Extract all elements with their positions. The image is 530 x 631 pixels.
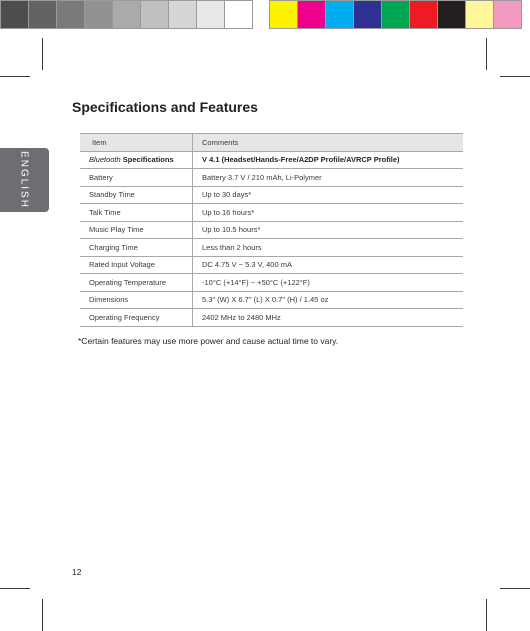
process-color-bar <box>269 0 521 31</box>
row-item: Operating Temperature <box>80 274 193 292</box>
gray-swatch <box>196 0 225 29</box>
table-row <box>80 274 463 292</box>
crop-mark <box>486 38 487 70</box>
grayscale-color-bar <box>0 0 252 31</box>
color-swatch <box>325 0 354 29</box>
crop-mark <box>500 76 530 77</box>
table-row <box>80 256 463 274</box>
table-header-row <box>80 134 463 152</box>
row-item: Charging Time <box>80 239 193 257</box>
row-item: Operating Frequency <box>80 309 193 327</box>
table-row <box>80 186 463 204</box>
crop-mark <box>0 588 30 589</box>
gray-swatch <box>224 0 253 29</box>
row-item: Standby Time <box>80 186 193 204</box>
row-comment: Up to 16 hours* <box>193 204 464 222</box>
bluetooth-word: Bluetooth <box>89 155 121 165</box>
color-swatch <box>409 0 438 29</box>
row-comment: DC 4.75 V ~ 5.3 V, 400 mA <box>193 256 464 274</box>
color-swatch <box>437 0 466 29</box>
color-swatch <box>381 0 410 29</box>
color-swatch <box>353 0 382 29</box>
table-row <box>80 169 463 187</box>
page-number: 12 <box>72 567 82 577</box>
row-item: Talk Time <box>80 204 193 222</box>
row-comment: Up to 30 days* <box>193 186 464 204</box>
row-comment: V 4.1 (Headset/Hands-Free/A2DP Profile/AVRCP Profile) <box>193 151 464 169</box>
gray-swatch <box>140 0 169 29</box>
row-item: Rated Input Voltage <box>80 256 193 274</box>
table-row <box>80 291 463 309</box>
bluetooth-spec-label: Specifications <box>120 155 174 165</box>
row-item: Battery <box>80 169 193 187</box>
gray-swatch <box>168 0 197 29</box>
gray-swatch <box>112 0 141 29</box>
specifications-table <box>80 133 463 327</box>
column-header-comments: Comments <box>193 134 464 152</box>
color-swatch <box>465 0 494 29</box>
page-title: Specifications and Features <box>72 99 258 115</box>
row-comment: Less than 2 hours <box>193 239 464 257</box>
row-comment: 2402 MHz to 2480 MHz <box>193 309 464 327</box>
crop-mark <box>42 599 43 631</box>
crop-mark <box>486 599 487 631</box>
column-header-item: Item <box>80 134 193 152</box>
table-row <box>80 151 463 169</box>
table-row <box>80 239 463 257</box>
row-item <box>80 151 193 169</box>
row-comment: 5.3" (W) X 6.7" (L) X 0.7" (H) / 1.45 oz <box>193 291 464 309</box>
row-comment: Battery 3.7 V / 210 mAh, Li-Polymer <box>193 169 464 187</box>
gray-swatch <box>56 0 85 29</box>
gray-swatch <box>28 0 57 29</box>
table-row <box>80 204 463 222</box>
gray-swatch <box>84 0 113 29</box>
language-label: ENGLISH <box>18 151 30 209</box>
color-swatch <box>297 0 326 29</box>
gray-swatch <box>0 0 29 29</box>
table-row <box>80 221 463 239</box>
row-item: Dimensions <box>80 291 193 309</box>
crop-mark <box>500 588 530 589</box>
crop-mark <box>42 38 43 70</box>
row-comment: -10°C (+14°F) ~ +50°C (+122°F) <box>193 274 464 292</box>
row-item: Music Play Time <box>80 221 193 239</box>
color-swatch <box>493 0 522 29</box>
table-row <box>80 309 463 327</box>
color-swatch <box>269 0 298 29</box>
row-comment: Up to 10.5 hours* <box>193 221 464 239</box>
footnote: *Certain features may use more power and cause actual time to vary. <box>78 336 339 346</box>
crop-mark <box>0 76 30 77</box>
